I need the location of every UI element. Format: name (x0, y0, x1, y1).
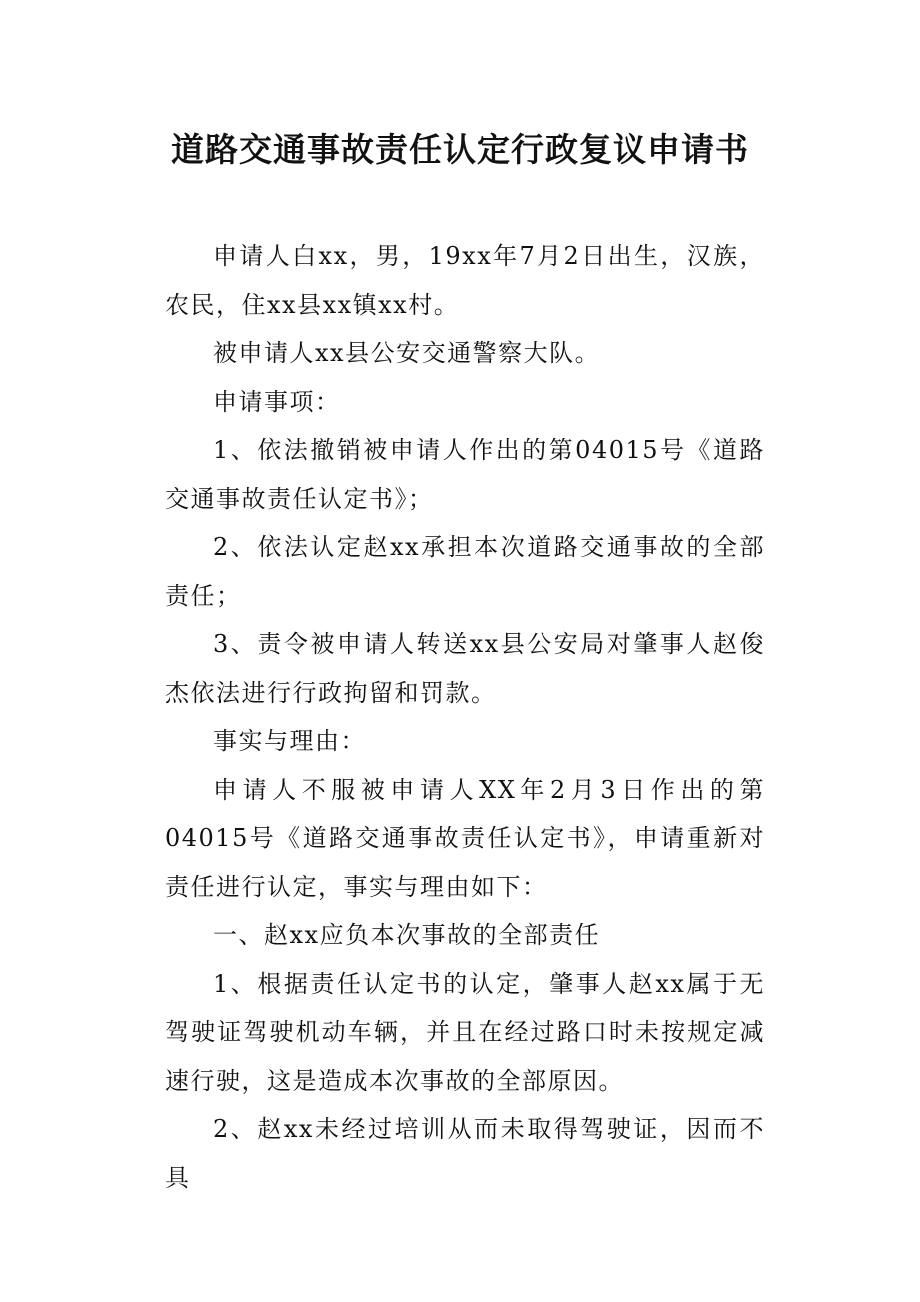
document-body (165, 232, 765, 1202)
request-heading: 申请事项： (213, 387, 341, 416)
respondent-paragraph: 被申请人xx县公安交通警察大队。 (213, 339, 601, 367)
document-title: 道路交通事故责任认定行政复议申请书 (171, 130, 749, 169)
facts-heading: 事实与理由： (213, 727, 366, 755)
applicant-paragraph: 申请人白xx，男，19xx年7月2日出生，汉族，农民，住xx县xx镇xx村。 (165, 242, 765, 319)
request-item-2: 2、依法认定赵xx承担本次道路交通事故的全部责任； (165, 533, 765, 610)
section-heading-1: 一、赵xx应负本次事故的全部责任 (213, 921, 601, 949)
reason-item-1: 1、根据责任认定书的认定，肇事人赵xx属于无驾驶证驾驶机动车辆，并且在经过路口时未按规定减速行驶，这是造成本次事故的全部原因。 (165, 969, 765, 1095)
request-item-1: 1、依法撤销被申请人作出的第04015号《道路交通事故责任认定书》； (165, 436, 765, 513)
request-item-3: 3、责令被申请人转送xx县公安局对肇事人赵俊杰依法进行行政拘留和罚款。 (165, 630, 765, 707)
facts-intro-paragraph: 申请人不服被申请人XX年2月3日作出的第04015号《道路交通事故责任认定书》，申请重新对责任进行认定，事实与理由如下： (165, 775, 765, 901)
reason-item-2: 2、赵xx未经过培训从而未取得驾驶证，因而不具 (165, 1115, 765, 1192)
